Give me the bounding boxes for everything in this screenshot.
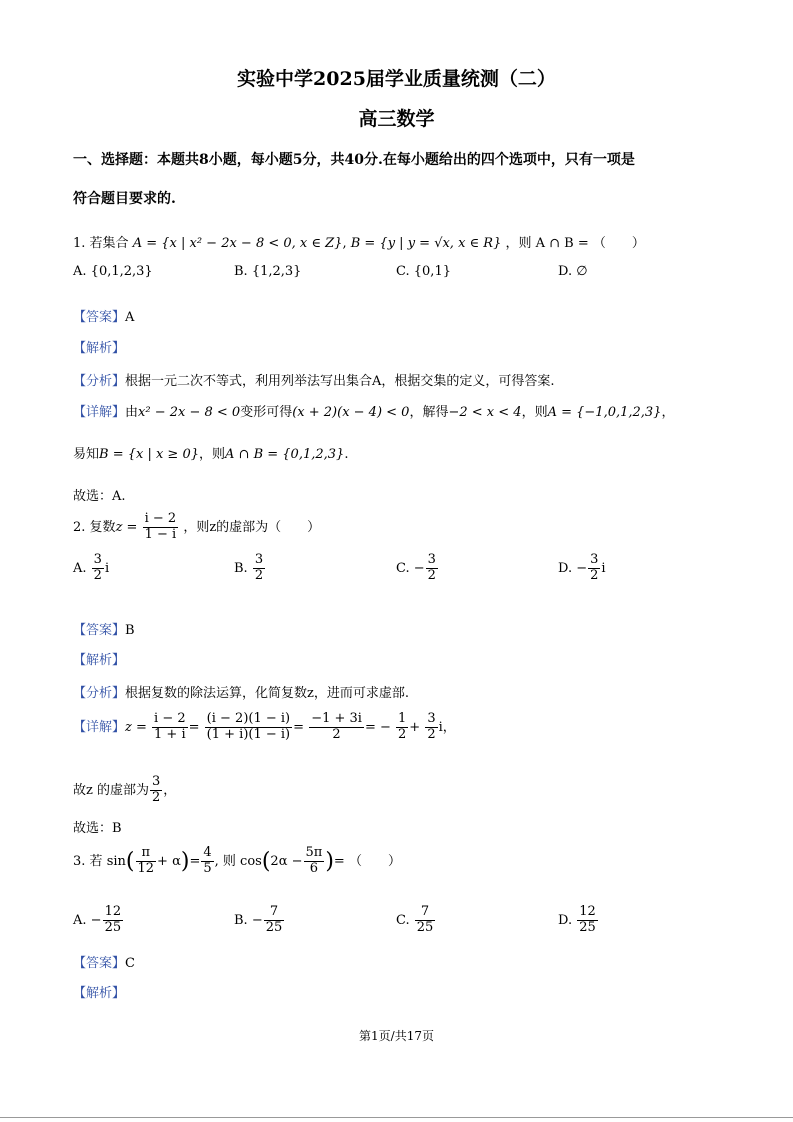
q1-suffix: ，则 A ∩ B = （ ） <box>505 236 645 251</box>
q1-option-d: D. ∅ <box>558 264 588 279</box>
q3-answer: 【答案】C <box>73 956 135 971</box>
q1-choice: 故选：A. <box>73 489 126 504</box>
q2-fraction: $\frac{i - 2}{1 - i}$ <box>144 511 177 542</box>
q2-choice: 故选：B <box>73 821 122 836</box>
q1-detail-line2: 易知B = {x | x ≥ 0}，则A ∩ B = {0,1,2,3}. <box>73 447 349 462</box>
q1-analysis-label: 【解析】 <box>73 341 126 356</box>
q2-fenxi: 【分析】根据复数的除法运算，化简复数z，进而可求虚部. <box>73 686 409 701</box>
q2-option-a: A. $\frac{3}{2}$ i <box>73 552 110 583</box>
subject-title: 高三数学 <box>358 108 435 130</box>
section-heading-line2: 符合题目要求的. <box>73 191 176 207</box>
q1-answer: 【答案】A <box>73 310 135 325</box>
page-bottom-divider <box>0 1117 793 1118</box>
q2-analysis-label: 【解析】 <box>73 653 126 668</box>
q1-prefix: 若集合 <box>89 236 129 251</box>
q1-set-a: A = {x | x² − 2x − 8 < 0, x ∈ Z} <box>132 236 343 251</box>
exam-title: 实验中学2025届学业质量统测（二） <box>237 68 556 90</box>
q2-detail: 【详解】z = $\frac{i - 2}{1 + i}$ = $\frac{(i - 2)(1 - i)}{(1 + i)(1 - i)}$ = $\frac{-1 + 3i}{2}$ = − $\frac{1}{2}$ + $\frac{3}{2}$ i， <box>73 711 456 742</box>
q3-option-c: C. $\frac{7}{25}$ <box>396 904 434 935</box>
q2-stem: 2. 复数z = $\frac{i - 2}{1 - i}$ ，则z的虚部为（ ） <box>73 511 321 542</box>
q3-option-a: A. − $\frac{12}{25}$ <box>73 904 122 935</box>
q2-option-c: C. − $\frac{3}{2}$ <box>396 552 436 583</box>
q2-option-d: D. − $\frac{3}{2}$ i <box>558 552 606 583</box>
q3-stem: 3. 若 sin( $\frac{\pi}{12}$ + α)= $\frac{4}{5}$ , 则 cos(2α − $\frac{5\pi}{6}$ )= （ ） <box>73 845 401 876</box>
q2-conclusion: 故z 的虚部为 $\frac{3}{2}$ ， <box>73 774 177 805</box>
q1-option-a: A. {0,1,2,3} <box>73 264 153 279</box>
section-heading-line1: 一、选择题：本题共8小题，每小题5分，共40分.在每小题给出的四个选项中，只有一项是 <box>73 152 635 168</box>
q1-option-c: C. {0,1} <box>396 264 451 279</box>
q2-answer: 【答案】B <box>73 623 135 638</box>
q3-option-b: B. − $\frac{7}{25}$ <box>234 904 283 935</box>
q1-option-b: B. {1,2,3} <box>234 264 302 279</box>
q1-number: 1. <box>73 236 86 251</box>
q1-stem: 1. 若集合 A = {x | x² − 2x − 8 < 0, x ∈ Z}, B = {y | y = √x, x ∈ R} ，则 A ∩ B = （ ） <box>73 236 645 251</box>
q2-option-b: B. $\frac{3}{2}$ <box>234 552 264 583</box>
q1-detail-line1: 【详解】由x² − 2x − 8 < 0变形可得(x + 2)(x − 4) < 0，解得−2 < x < 4，则A = {−1,0,1,2,3}， <box>73 405 675 420</box>
q3-option-d: D. $\frac{12}{25}$ <box>558 904 596 935</box>
q3-analysis-label: 【解析】 <box>73 986 126 1001</box>
page-number: 第1页/共17页 <box>359 1029 434 1043</box>
q1-set-b: B = {y | y = √x, x ∈ R} <box>350 236 502 251</box>
q1-fenxi: 【分析】根据一元二次不等式，利用列举法写出集合A，根据交集的定义，可得答案. <box>73 374 555 389</box>
